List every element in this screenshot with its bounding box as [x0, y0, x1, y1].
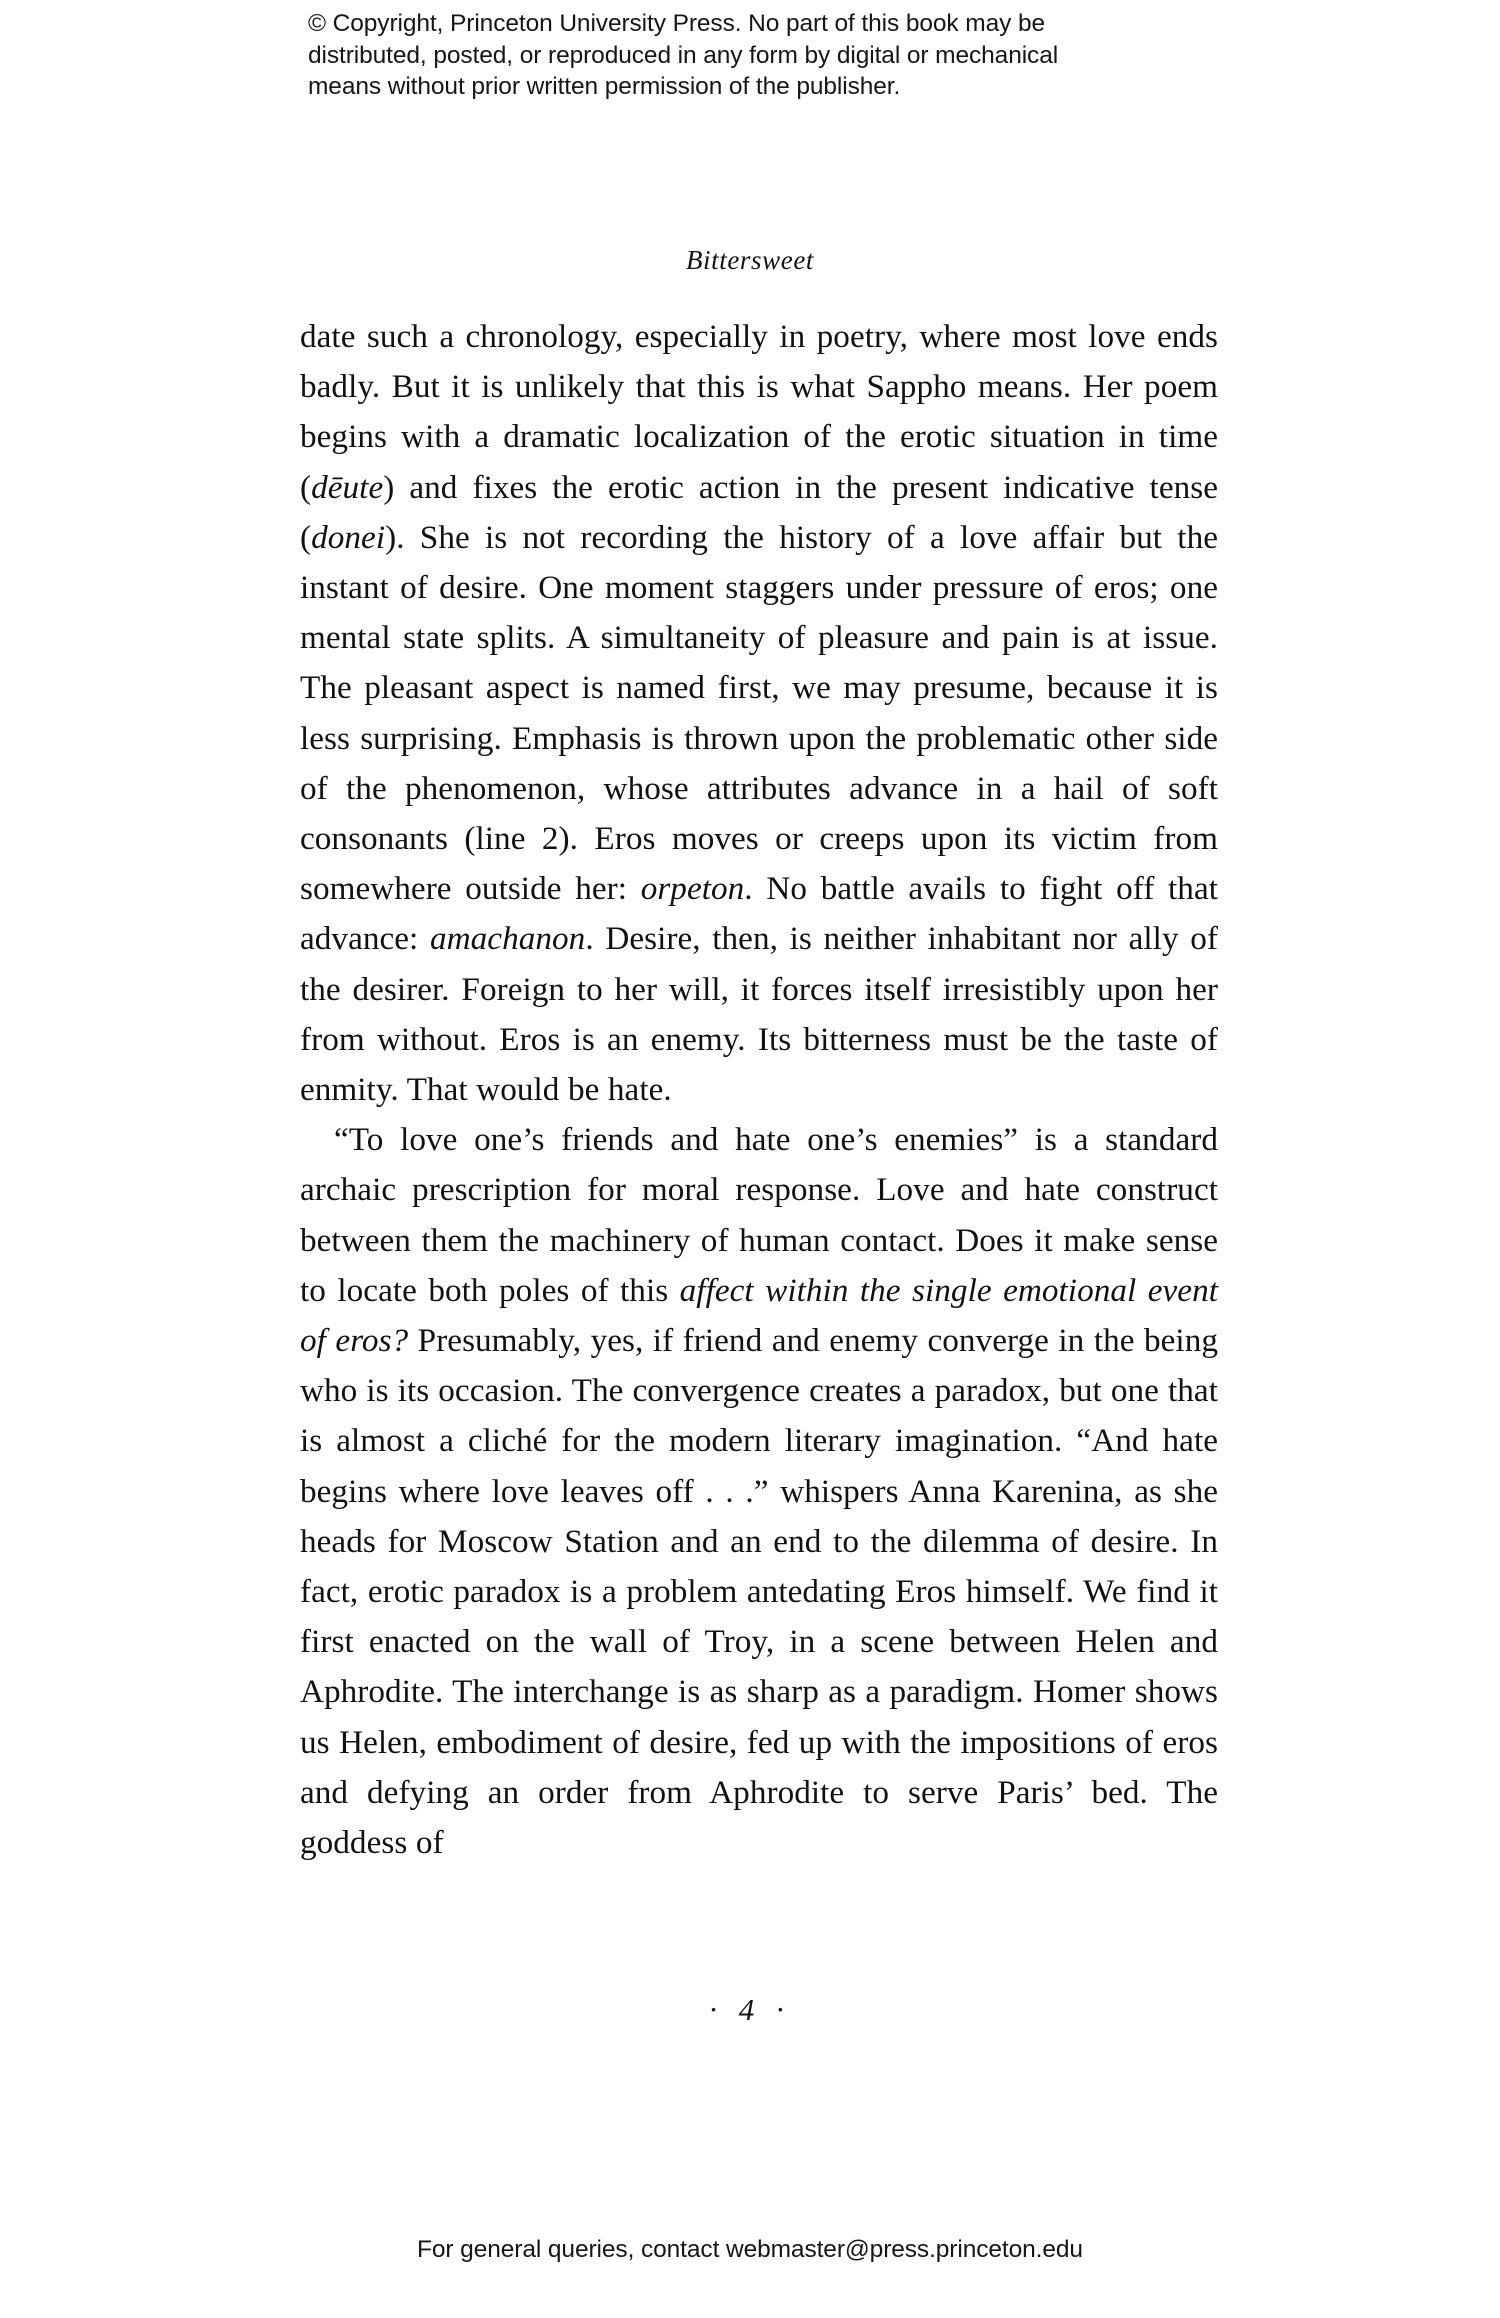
- text-run: ). She is not recording the history of a love affair but the instant of desire. One moment staggers under pressure of eros; one mental state splits. A simultaneity of pleasure and pain is at issue. The pleasant aspect is named first, we may presume, because it is less surprising. Emphasis is thrown upon the problematic other side of the phenomenon, whose attributes advance in a hail of soft consonants (line 2). Eros moves or creeps upon its victim from somewhere outside her:: [300, 518, 1218, 908]
- body-text: [300, 312, 1218, 1868]
- italic-term: orpeton: [640, 870, 745, 908]
- paragraph-second: [300, 1115, 1218, 1868]
- text-run: date such a chronology, especially in poetry, where most love ends badly. But it is unlikely that this is what Sappho means. Her poem begins with a dramatic localization of the erotic situation in time (: [300, 318, 1218, 506]
- footer-queries: For general queries, contact webmaster@press.princeton.edu: [417, 2236, 1083, 2263]
- copyright-notice-line-2: distributed, posted, or reproduced in any form by digital or mechanical: [308, 41, 1059, 69]
- italic-term: amachanon: [430, 920, 586, 958]
- text-run: . No battle avails to fight off that advance:: [300, 870, 1218, 958]
- text-run: “To love one’s friends and hate one’s enemies” is a standard archaic prescription for moral response. Love and hate construct between them the machinery of human contact. Does it make sense to locate both poles of this: [300, 1121, 1218, 1309]
- running-head: Bittersweet: [685, 245, 815, 275]
- italic-term: donei: [311, 518, 386, 556]
- text-run: . Desire, then, is neither inhabitant nor ally of the desirer. Foreign to her will, it forces itself irresistibly upon her from without. Eros is an enemy. Its bitterness must be the taste of enmity. That would be hate.: [300, 920, 1218, 1109]
- text-run: Presumably, yes, if friend and enemy converge in the being who is its occasion. The convergence creates a paradox, but one that is almost a cliché for the modern literary imagination. “And hate begins where love leaves off . . .” whispers Anna Karenina, as she heads for Moscow Station and an end to the dilemma of desire. In fact, erotic paradox is a problem antedating Eros himself. We find it first enacted on the wall of Troy, in a scene between Helen and Aphrodite. The interchange is as sharp as a paradigm. Homer shows us Helen, embodiment of desire, fed up with the impositions of eros and defying an order from Aphrodite to serve Paris’ bed. The goddess of: [300, 1322, 1218, 1862]
- page-folio: · 4 ·: [709, 1992, 791, 2027]
- text-run: ) and fixes the erotic action in the present indicative tense (: [300, 468, 1218, 556]
- italic-term: affect within the single emotional event of eros?: [300, 1271, 1219, 1360]
- copyright-notice: [308, 8, 1059, 103]
- paragraph-first: [300, 312, 1218, 1115]
- copyright-notice-line-3: means without prior written permission of the publisher.: [308, 73, 901, 100]
- copyright-notice-line-1: © Copyright, Princeton University Press. No part of this book may be: [308, 10, 1046, 37]
- italic-term: dēute: [311, 468, 384, 506]
